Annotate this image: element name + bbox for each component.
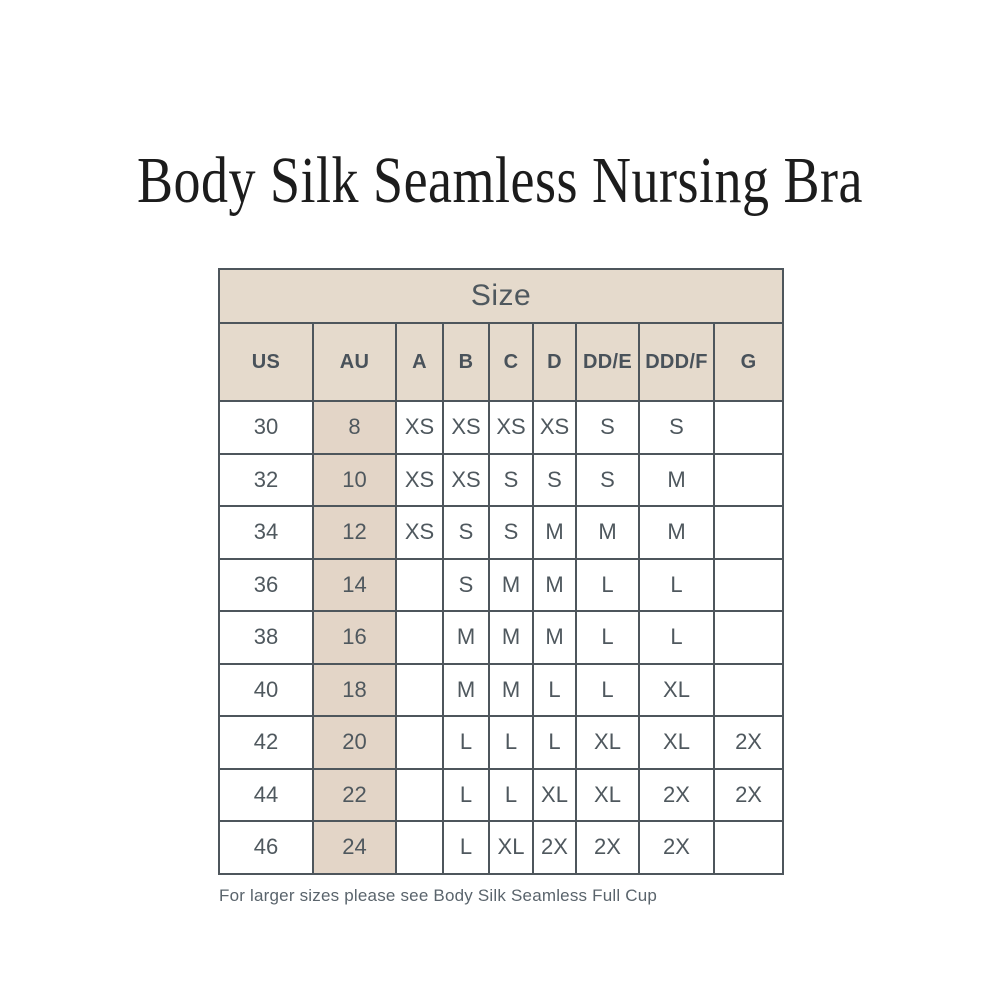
table-row xyxy=(219,769,783,822)
size-cell: 20 xyxy=(313,716,396,769)
size-cell: 2X xyxy=(533,821,576,874)
size-cell: L xyxy=(443,821,489,874)
table-row xyxy=(219,559,783,612)
size-cell: M xyxy=(533,506,576,559)
size-cell xyxy=(714,664,783,717)
size-cell: L xyxy=(533,664,576,717)
size-chart xyxy=(218,268,786,906)
size-cell: 40 xyxy=(219,664,313,717)
table-row xyxy=(219,401,783,454)
size-cell: 36 xyxy=(219,559,313,612)
size-cell: S xyxy=(489,454,533,507)
size-cell: XS xyxy=(443,401,489,454)
size-cell xyxy=(396,559,443,612)
size-cell: M xyxy=(639,454,714,507)
size-cell xyxy=(396,716,443,769)
size-cell: 2X xyxy=(639,769,714,822)
size-cell: L xyxy=(576,664,639,717)
size-cell: L xyxy=(489,716,533,769)
size-cell: M xyxy=(576,506,639,559)
size-cell xyxy=(396,664,443,717)
column-header-c: C xyxy=(489,323,533,401)
size-cell xyxy=(714,506,783,559)
size-cell: S xyxy=(576,454,639,507)
size-cell: 2X xyxy=(576,821,639,874)
size-cell: M xyxy=(489,559,533,612)
size-cell: 16 xyxy=(313,611,396,664)
table-row xyxy=(219,506,783,559)
size-cell: 24 xyxy=(313,821,396,874)
size-cell: 12 xyxy=(313,506,396,559)
size-table xyxy=(218,268,784,875)
size-cell: 2X xyxy=(639,821,714,874)
column-header-au: AU xyxy=(313,323,396,401)
size-cell: 22 xyxy=(313,769,396,822)
size-cell: 42 xyxy=(219,716,313,769)
size-cell xyxy=(714,454,783,507)
size-cell: XS xyxy=(396,454,443,507)
size-cell: XS xyxy=(396,401,443,454)
size-cell xyxy=(396,769,443,822)
size-cell: M xyxy=(489,664,533,717)
size-cell: 30 xyxy=(219,401,313,454)
size-cell: 44 xyxy=(219,769,313,822)
column-header-a: A xyxy=(396,323,443,401)
size-cell: L xyxy=(443,716,489,769)
size-cell: M xyxy=(443,611,489,664)
size-cell: L xyxy=(489,769,533,822)
page-title: Body Silk Seamless Nursing Bra xyxy=(137,143,863,217)
size-cell: XS xyxy=(443,454,489,507)
size-cell: L xyxy=(576,611,639,664)
size-cell: S xyxy=(443,506,489,559)
size-cell: 2X xyxy=(714,716,783,769)
size-cell: 34 xyxy=(219,506,313,559)
size-table-body xyxy=(219,401,783,874)
column-header-ddd-f: DDD/F xyxy=(639,323,714,401)
size-cell: 10 xyxy=(313,454,396,507)
footnote: For larger sizes please see Body Silk Seamless Full Cup xyxy=(219,885,658,905)
size-cell: L xyxy=(533,716,576,769)
size-cell: 32 xyxy=(219,454,313,507)
size-cell: 38 xyxy=(219,611,313,664)
table-row xyxy=(219,454,783,507)
size-cell: XS xyxy=(533,401,576,454)
size-cell: XL xyxy=(576,769,639,822)
size-cell: XL xyxy=(576,716,639,769)
column-header-d: D xyxy=(533,323,576,401)
size-cell: L xyxy=(443,769,489,822)
column-header-row xyxy=(219,323,783,401)
size-band-row xyxy=(219,269,783,323)
size-cell: M xyxy=(639,506,714,559)
size-cell: 18 xyxy=(313,664,396,717)
size-cell: 8 xyxy=(313,401,396,454)
size-cell: M xyxy=(443,664,489,717)
size-band-label: Size xyxy=(219,269,783,323)
size-cell: S xyxy=(489,506,533,559)
size-cell: 2X xyxy=(714,769,783,822)
size-cell: M xyxy=(533,611,576,664)
size-cell: L xyxy=(639,611,714,664)
column-header-dd-e: DD/E xyxy=(576,323,639,401)
table-row xyxy=(219,716,783,769)
size-cell: M xyxy=(533,559,576,612)
size-cell: XL xyxy=(533,769,576,822)
size-cell xyxy=(714,401,783,454)
size-cell: XS xyxy=(489,401,533,454)
column-header-g: G xyxy=(714,323,783,401)
size-cell xyxy=(714,821,783,874)
table-row xyxy=(219,821,783,874)
size-cell: 46 xyxy=(219,821,313,874)
size-cell xyxy=(714,559,783,612)
size-cell: XL xyxy=(639,664,714,717)
size-cell: S xyxy=(533,454,576,507)
size-cell: M xyxy=(489,611,533,664)
size-cell: S xyxy=(443,559,489,612)
size-cell xyxy=(396,611,443,664)
size-cell: XL xyxy=(489,821,533,874)
size-cell: XS xyxy=(396,506,443,559)
size-cell xyxy=(396,821,443,874)
size-cell: S xyxy=(639,401,714,454)
size-cell: 14 xyxy=(313,559,396,612)
size-cell: S xyxy=(576,401,639,454)
column-header-us: US xyxy=(219,323,313,401)
size-cell: L xyxy=(576,559,639,612)
table-row xyxy=(219,611,783,664)
size-cell: L xyxy=(639,559,714,612)
size-cell xyxy=(714,611,783,664)
size-cell: XL xyxy=(639,716,714,769)
table-row xyxy=(219,664,783,717)
column-header-b: B xyxy=(443,323,489,401)
